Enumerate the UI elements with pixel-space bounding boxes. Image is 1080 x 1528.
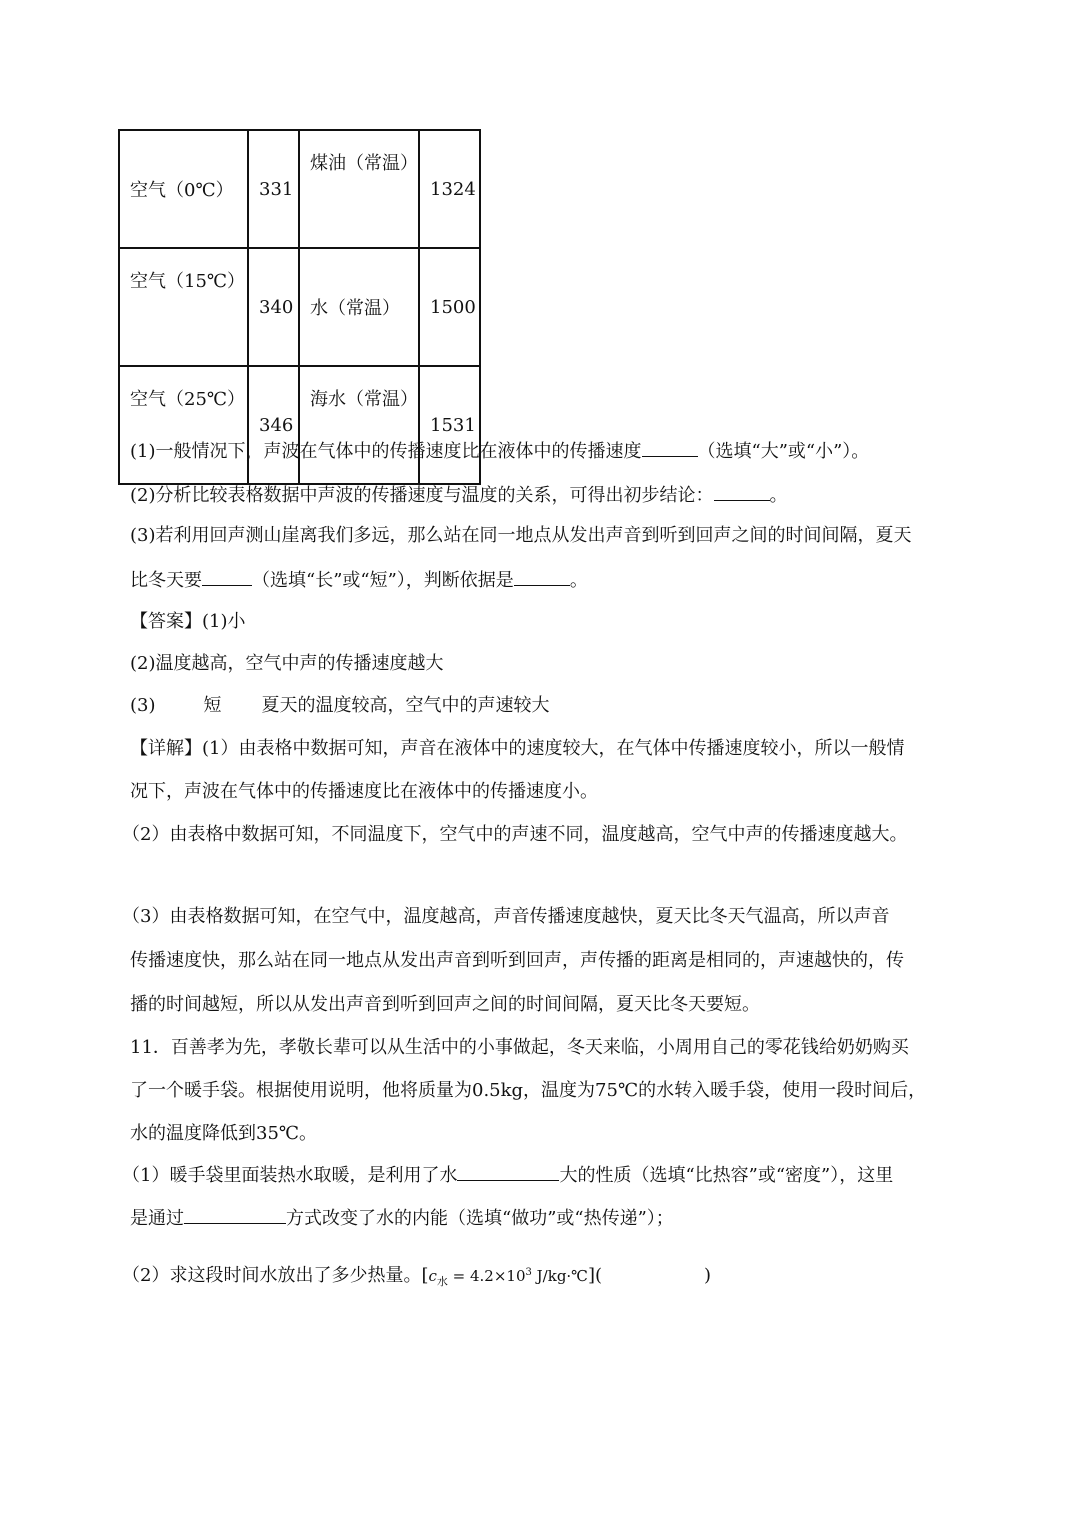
question-text: 比冬天要 — [130, 570, 202, 591]
question-text: ) — [704, 1265, 712, 1286]
question-11-sub-1-cont — [130, 1205, 674, 1232]
answer-number: (3) — [130, 695, 156, 716]
question-11-line: 11．百善孝为先，孝敬长辈可以从生活中的小事做起，冬天来临，小周用自己的零花钱给奶奶购买 — [130, 1037, 909, 1058]
medium-cell: 空气（15℃） — [119, 248, 248, 366]
medium-cell: 海水（常温） — [299, 366, 419, 484]
answer-blank — [642, 438, 698, 457]
question-11-line: 水的温度降低到35℃。 — [130, 1123, 318, 1144]
speed-cell: 331 — [248, 130, 299, 248]
formula-unit: J/kg·℃ — [531, 1267, 588, 1285]
detail-line: （3）由表格数据可知，在空气中，温度越高，声音传播速度越快，夏天比冬天气温高，所以声音 — [122, 906, 890, 927]
detail-line: 传播速度快，那么站在同一地点从发出声音到听到回声，声传播的距离是相同的，声速越快的，传 — [130, 950, 904, 971]
question-11-line: 了一个暖手袋。根据使用说明，他将质量为0.5kg，温度为75℃的水转入暖手袋，使用一段时间后， — [130, 1080, 927, 1101]
answer-blank — [184, 1205, 286, 1224]
medium-cell: 空气（0℃） — [119, 130, 248, 248]
formula-symbol: c — [428, 1267, 437, 1285]
question-10-part-1 — [130, 438, 869, 465]
question-text: 是通过 — [130, 1208, 184, 1229]
answer-text: 短 — [203, 695, 222, 716]
formula-value: = 4.2×10 — [447, 1267, 526, 1285]
answer-blank — [457, 1162, 559, 1181]
question-text: （1）暖手袋里面装热水取暖，是利用了水 — [122, 1165, 458, 1186]
question-10-part-3-line-2 — [130, 567, 588, 594]
question-text: （选填“长”或“短”），判断依据是 — [252, 570, 514, 591]
answer-heading: 【答案】(1)小 — [130, 611, 246, 632]
answer-part-3 — [130, 693, 550, 719]
detail-line: 【详解】(1）由表格中数据可知，声音在液体中的速度较大，在气体中传播速度较小，所以一般情 — [130, 738, 905, 759]
detail-line: 况下，声波在气体中的传播速度比在液体中的传播速度小。 — [130, 781, 598, 802]
formula-subscript: 水 — [436, 1275, 448, 1288]
question-10-part-2 — [130, 482, 788, 509]
answer-blank — [514, 567, 570, 586]
question-text: （2）求这段时间水放出了多少热量。[ — [122, 1265, 429, 1286]
medium-cell: 水（常温） — [299, 248, 419, 366]
table-row — [119, 366, 480, 484]
question-text: 大的性质（选填“比热容”或“密度”），这里 — [559, 1165, 894, 1186]
answer-blank — [202, 567, 252, 586]
question-text: 。 — [769, 485, 788, 506]
question-text: 。 — [569, 570, 588, 591]
medium-cell: 空气（25℃） — [119, 366, 248, 484]
medium-cell: 煤油（常温） — [299, 130, 419, 248]
answer-blank — [714, 482, 770, 501]
speed-cell: 340 — [248, 248, 299, 366]
speed-cell: 1324 — [419, 130, 480, 248]
table-row — [119, 130, 480, 248]
question-text: 方式改变了水的内能（选填“做功”或“热传递”）； — [286, 1208, 674, 1229]
detail-line: 播的时间越短，所以从发出声音到听到回声之间的时间间隔，夏天比冬天要短。 — [130, 994, 760, 1015]
sound-speed-table — [118, 129, 481, 485]
specific-heat-formula — [428, 1267, 588, 1288]
question-text: ]( — [587, 1265, 603, 1286]
table-row — [119, 248, 480, 366]
speed-cell: 1500 — [419, 248, 480, 366]
answer-text: 夏天的温度较高，空气中的声速较大 — [261, 695, 550, 716]
question-11-sub-2 — [122, 1260, 711, 1295]
speed-cell: 1531 — [419, 366, 480, 484]
answer-part-2: (2)温度越高，空气中声的传播速度越大 — [130, 653, 444, 674]
speed-cell: 346 — [248, 366, 299, 484]
formula-exponent: 3 — [525, 1267, 532, 1278]
question-text: （选填“大”或“小”）。 — [697, 441, 870, 462]
question-11-sub-1 — [122, 1162, 893, 1189]
detail-line: （2）由表格中数据可知，不同温度下，空气中的声速不同，温度越高，空气中声的传播速度越大。 — [122, 824, 908, 845]
question-text: (2)分析比较表格数据中声波的传播速度与温度的关系，可得出初步结论： — [130, 485, 714, 506]
question-text: (1)一般情况下，声波在气体中的传播速度比在液体中的传播速度 — [130, 441, 642, 462]
question-10-part-3-line-1: (3)若利用回声测山崖离我们多远，那么站在同一地点从发出声音到听到回声之间的时间间隔，夏天 — [130, 525, 912, 546]
